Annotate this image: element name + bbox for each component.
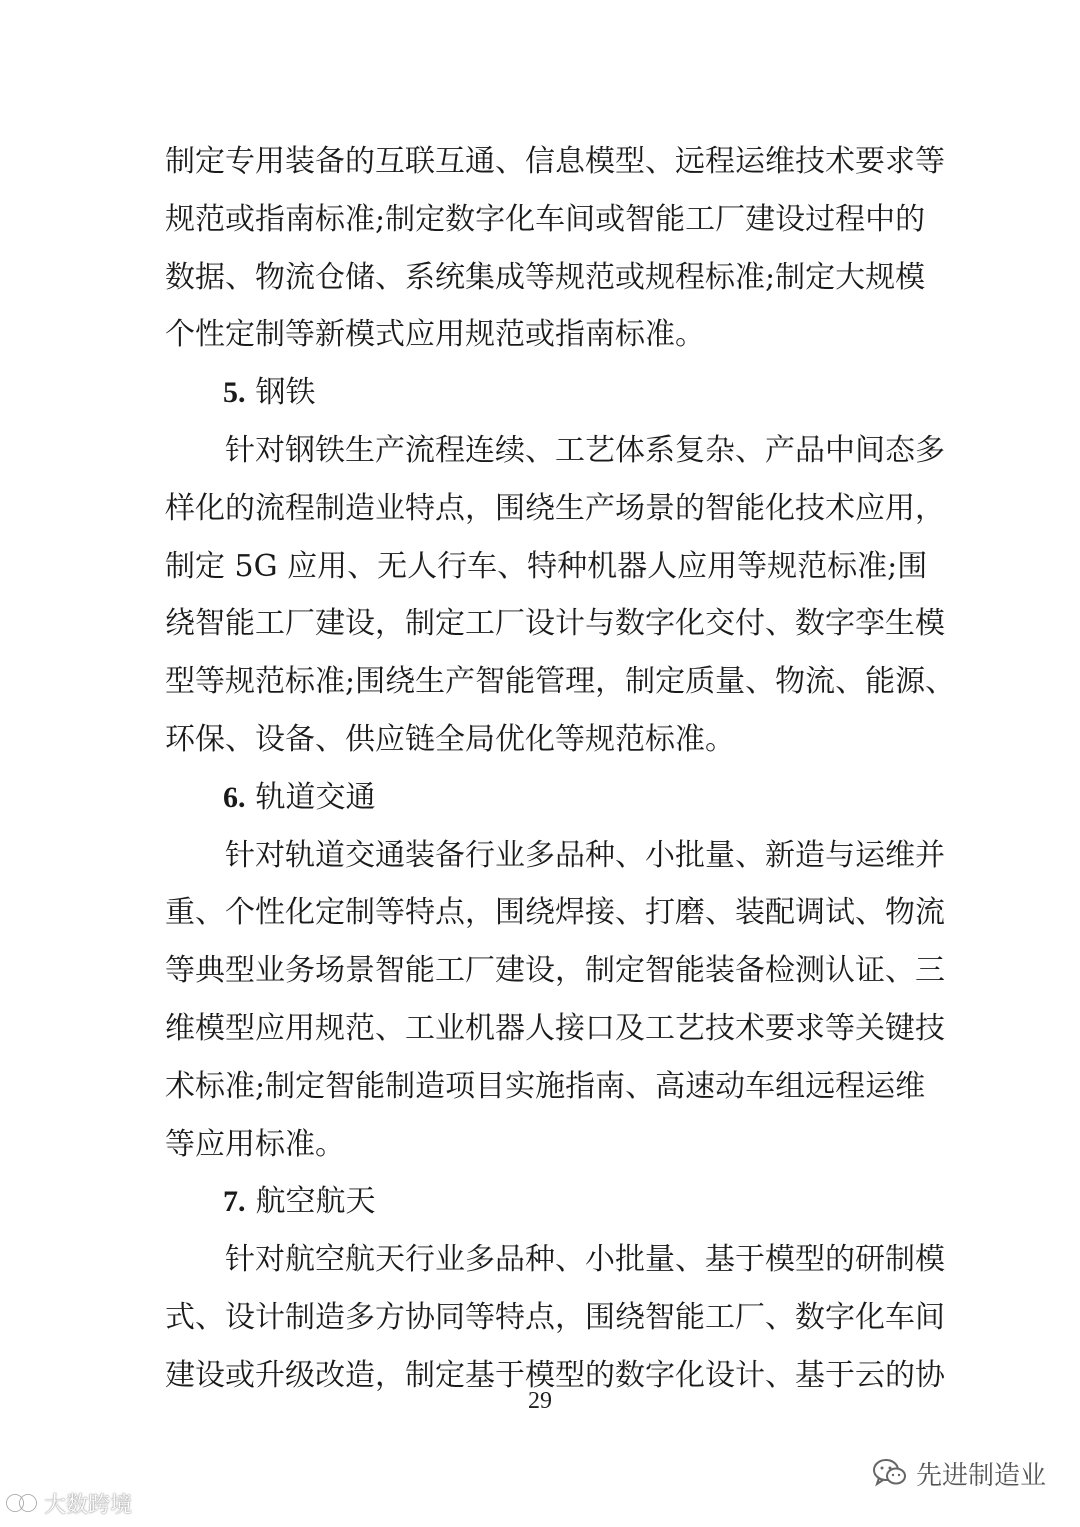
section-title: 钢铁: [255, 375, 316, 411]
paragraph-line: 针对钢铁生产流程连续、工艺体系复杂、产品中间态多: [225, 432, 945, 468]
paragraph-line: 型等规范标准;围绕生产智能管理，制定质量、物流、能源、: [165, 664, 956, 700]
paragraph-line: 制定专用装备的互联互通、信息模型、远程运维技术要求等: [165, 144, 945, 179]
paragraph-line: 数据、物流仓储、系统集成等规范或规程标准;制定大规模: [165, 259, 926, 295]
logo-icon: [6, 1490, 40, 1516]
section-heading: [165, 1173, 910, 1231]
paragraph-line: 绕智能工厂建设，制定工厂设计与数字化交付、数字孪生模: [165, 606, 945, 642]
section-title: 轨道交通: [255, 779, 376, 815]
paragraph-line: 个性定制等新模式应用规范或指南标准。: [165, 317, 705, 353]
section-heading: [165, 364, 910, 422]
paragraph-line: 针对航空航天行业多品种、小批量、基于模型的研制模: [225, 1242, 945, 1278]
paragraph-line: 式、设计制造多方协同等特点，围绕智能工厂、数字化车间: [165, 1299, 945, 1335]
watermark-left-text: 大数跨境: [44, 1492, 133, 1518]
section-number: 7.: [223, 1185, 246, 1219]
section-number: 5.: [223, 376, 246, 410]
watermark-right-text: 先进制造业: [915, 1460, 1046, 1491]
document-body: [165, 133, 956, 1405]
paragraph-line: 样化的流程制造业特点，围绕生产场景的智能化技术应用，: [165, 490, 945, 526]
paragraph-line: 等典型业务场景智能工厂建设，制定智能装备检测认证、三: [165, 953, 945, 989]
watermark-left: [6, 1487, 132, 1519]
paragraph-line: 制定 5G 应用、无人行车、特种机器人应用等规范标准;围: [165, 548, 928, 584]
section-heading: [165, 769, 910, 827]
paragraph-line: 环保、设备、供应链全局优化等规范标准。: [165, 721, 735, 757]
section-number: 6.: [223, 780, 246, 814]
watermark-right: [872, 1453, 1046, 1493]
paragraph-line: 建设或升级改造，制定基于模型的数字化设计、基于云的协: [165, 1357, 945, 1393]
section-title: 航空航天: [255, 1184, 376, 1220]
paragraph-line: 规范或指南标准;制定数字化车间或智能工厂建设过程中的: [165, 201, 926, 237]
page-number: 29: [528, 1388, 552, 1414]
paragraph-line: 维模型应用规范、工业机器人接口及工艺技术要求等关键技: [165, 1010, 945, 1046]
wechat-icon: [872, 1458, 908, 1488]
paragraph-line: 术标准;制定智能制造项目实施指南、高速动车组远程运维: [165, 1068, 926, 1104]
paragraph-line: 重、个性化定制等特点，围绕焊接、打磨、装配调试、物流: [165, 895, 945, 931]
paragraph-line: 等应用标准。: [165, 1126, 345, 1162]
paragraph-line: 针对轨道交通装备行业多品种、小批量、新造与运维并: [225, 837, 945, 873]
